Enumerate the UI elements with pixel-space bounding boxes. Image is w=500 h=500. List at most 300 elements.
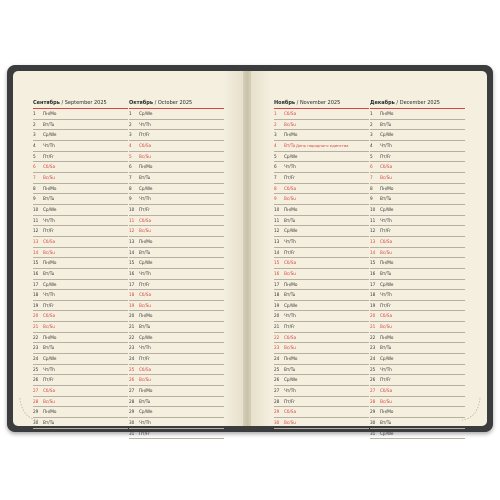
weekday-label: Сб/Sa (43, 238, 56, 244)
weekday-label: Пн/Mo (43, 185, 57, 191)
weekday-label: Вт/Tu (284, 217, 296, 223)
day-number: 14 (33, 249, 39, 255)
day-number: 22 (33, 334, 39, 340)
weekday-label: Чт/Th (380, 217, 392, 223)
weekday-label: Пт/Fr (380, 377, 391, 383)
weekday-label: Пт/Fr (43, 153, 54, 159)
weekday-label: Сб/Sa (284, 111, 297, 116)
weekday-label: Вс/Su (284, 345, 296, 351)
day-number: 29 (370, 409, 376, 415)
day-number: 23 (274, 345, 280, 351)
day-row (33, 162, 128, 173)
day-row (370, 397, 465, 408)
weekday-label: Вс/Su (284, 420, 296, 426)
weekday-label: Пт/Fr (43, 377, 54, 383)
weekday-label: Пт/Fr (284, 398, 295, 404)
weekday-label: Ср/We (284, 153, 298, 159)
day-number: 28 (33, 398, 39, 404)
day-row (370, 237, 465, 248)
day-row (370, 418, 465, 429)
weekday-label: Вс/Su (284, 121, 296, 127)
weekday-label: Сб/Sa (284, 260, 297, 266)
day-number: 4 (129, 142, 132, 148)
weekday-label: Чт/Th (139, 196, 151, 202)
day-row (33, 333, 128, 344)
day-number: 2 (129, 121, 132, 127)
day-number: 19 (370, 302, 376, 308)
day-row (370, 120, 465, 131)
day-number: 29 (33, 409, 39, 415)
day-row (274, 216, 369, 227)
day-number: 21 (129, 324, 135, 330)
day-number: 23 (129, 345, 135, 351)
weekday-label: Ср/We (139, 260, 153, 266)
day-row (129, 386, 224, 397)
day-row (274, 258, 369, 269)
weekday-label: Вт/Tu (380, 420, 392, 426)
weekday-label: Сб/Sa (139, 292, 152, 298)
day-number: 15 (33, 260, 39, 266)
day-row (33, 365, 128, 376)
day-row (274, 407, 369, 418)
day-row (33, 386, 128, 397)
weekday-label: Пн/Mo (284, 281, 298, 287)
weekday-label: Ср/We (43, 132, 57, 138)
weekday-label: Вт/Tu (139, 249, 151, 255)
day-row (370, 429, 465, 440)
day-number: 11 (129, 217, 135, 223)
weekday-label: Пт/Fr (139, 132, 150, 138)
day-row (33, 375, 128, 386)
day-row (370, 301, 465, 312)
weekday-label: Вт/Tu (380, 196, 392, 202)
weekday-label: Ср/We (43, 281, 57, 287)
day-number: 26 (129, 377, 135, 383)
day-row (129, 418, 224, 429)
day-row (370, 365, 465, 376)
weekday-label: Вт/Tu (380, 121, 392, 127)
weekday-label: Вс/Su (139, 302, 151, 308)
month-header: Декабрь / December 2025 (370, 98, 465, 109)
weekday-label: Пт/Fr (139, 206, 150, 212)
day-number: 2 (274, 121, 277, 127)
day-row (370, 226, 465, 237)
weekday-label: Ср/We (284, 302, 298, 308)
day-row (33, 343, 128, 354)
day-row (274, 248, 369, 259)
day-row (129, 237, 224, 248)
day-number: 9 (274, 196, 277, 202)
weekday-label: Чт/Th (139, 345, 151, 351)
weekday-label: Вс/Su (139, 228, 151, 234)
weekday-label: Вс/Su (284, 196, 296, 202)
weekday-label: Ср/We (139, 185, 153, 191)
day-row (129, 269, 224, 280)
weekday-label: Пн/Mo (139, 313, 153, 319)
weekday-label: Пт/Fr (380, 153, 391, 159)
day-row (33, 205, 128, 216)
day-row (129, 290, 224, 301)
day-row (274, 130, 369, 141)
weekday-label: Пн/Mo (380, 185, 394, 191)
weekday-label: Чт/Th (380, 292, 392, 298)
day-row (129, 280, 224, 291)
day-list (370, 109, 465, 439)
day-number: 31 (129, 430, 135, 436)
day-number: 3 (33, 132, 36, 138)
day-number: 23 (370, 345, 376, 351)
weekday-label: Сб/Sa (43, 388, 56, 394)
day-row (370, 322, 465, 333)
day-row (274, 152, 369, 163)
day-row (129, 226, 224, 237)
day-row (370, 311, 465, 322)
day-row (370, 290, 465, 301)
weekday-label: Вт/Tu (380, 270, 392, 276)
weekday-label: Вс/Su (380, 174, 392, 180)
day-row (274, 343, 369, 354)
day-row (129, 205, 224, 216)
day-number: 8 (274, 185, 277, 191)
weekday-label: Пт/Fr (284, 174, 295, 180)
weekday-label: Ср/We (139, 111, 153, 116)
day-row (370, 407, 465, 418)
day-number: 3 (370, 132, 373, 138)
day-number: 25 (33, 366, 39, 372)
weekday-label: Вт/Tu (139, 398, 151, 404)
day-number: 18 (129, 292, 135, 298)
day-number: 8 (370, 185, 373, 191)
weekday-label: Вс/Su (139, 153, 151, 159)
day-number: 19 (274, 302, 280, 308)
day-row (129, 333, 224, 344)
weekday-label: Сб/Sa (380, 388, 393, 394)
day-number: 4 (370, 142, 373, 148)
weekday-label: Вт/Tu (284, 292, 296, 298)
day-row (370, 173, 465, 184)
weekday-label: Ср/We (43, 206, 57, 212)
day-number: 2 (370, 121, 373, 127)
day-row (129, 397, 224, 408)
day-row (370, 216, 465, 227)
day-number: 9 (33, 196, 36, 202)
weekday-label: Сб/Sa (380, 313, 393, 319)
weekday-label: Вт/Tu (43, 270, 55, 276)
day-number: 24 (274, 356, 280, 362)
day-row (129, 109, 224, 120)
day-row (274, 173, 369, 184)
day-number: 10 (33, 206, 39, 212)
month-column-december (370, 98, 465, 439)
day-number: 31 (370, 430, 376, 436)
day-row (274, 418, 369, 429)
weekday-label: Сб/Sa (284, 409, 297, 415)
day-number: 6 (33, 164, 36, 170)
day-row (274, 322, 369, 333)
day-row (33, 397, 128, 408)
day-row (33, 269, 128, 280)
day-number: 20 (274, 313, 280, 319)
day-number: 26 (370, 377, 376, 383)
weekday-label: Вс/Su (380, 398, 392, 404)
weekday-label: Сб/Sa (284, 185, 297, 191)
day-row (33, 237, 128, 248)
day-number: 8 (33, 185, 36, 191)
day-number: 30 (274, 420, 280, 426)
day-number: 15 (129, 260, 135, 266)
day-number: 21 (370, 324, 376, 330)
weekday-label: Чт/Th (139, 270, 151, 276)
day-number: 7 (33, 174, 36, 180)
month-column-october (129, 98, 224, 439)
weekday-label: Ср/We (380, 356, 394, 362)
day-row (33, 120, 128, 131)
day-number: 6 (129, 164, 132, 170)
day-number: 19 (33, 302, 39, 308)
day-row (274, 226, 369, 237)
day-row (33, 280, 128, 291)
weekday-label: Пн/Mo (139, 388, 153, 394)
weekday-label: Чт/Th (43, 217, 55, 223)
day-row (274, 397, 369, 408)
day-row (274, 109, 369, 120)
weekday-label: Пт/Fr (139, 356, 150, 362)
day-number: 28 (274, 398, 280, 404)
weekday-label: Пн/Mo (380, 409, 394, 415)
day-number: 5 (129, 153, 132, 159)
day-list (33, 109, 128, 429)
day-number: 3 (129, 132, 132, 138)
day-number: 27 (370, 388, 376, 394)
day-row (274, 120, 369, 131)
month-column-november (274, 98, 369, 429)
weekday-label: Сб/Sa (139, 366, 152, 372)
day-number: 20 (33, 313, 39, 319)
day-number: 1 (274, 111, 277, 116)
weekday-label: Пт/Fr (139, 281, 150, 287)
weekday-label: Ср/We (380, 281, 394, 287)
day-number: 18 (33, 292, 39, 298)
weekday-label: Сб/Sa (43, 313, 56, 319)
day-row (33, 322, 128, 333)
day-number: 30 (33, 420, 39, 426)
weekday-label: Сб/Sa (284, 334, 297, 340)
day-row (129, 248, 224, 259)
weekday-label: Пт/Fr (284, 324, 295, 330)
day-number: 29 (274, 409, 280, 415)
day-number: 25 (370, 366, 376, 372)
day-number: 20 (129, 313, 135, 319)
day-row (370, 130, 465, 141)
day-row (129, 162, 224, 173)
weekday-label: Ср/We (284, 228, 298, 234)
day-row (33, 216, 128, 227)
day-number: 5 (274, 153, 277, 159)
weekday-label: Пн/Mo (139, 238, 153, 244)
day-row (274, 237, 369, 248)
weekday-label: Ср/We (380, 206, 394, 212)
day-row (129, 120, 224, 131)
day-number: 7 (129, 174, 132, 180)
day-number: 16 (274, 270, 280, 276)
day-row (129, 173, 224, 184)
day-row (129, 194, 224, 205)
day-number: 2 (33, 121, 36, 127)
day-number: 8 (129, 185, 132, 191)
day-number: 17 (370, 281, 376, 287)
day-row (129, 343, 224, 354)
day-row (129, 375, 224, 386)
day-number: 28 (129, 398, 135, 404)
day-number: 13 (370, 238, 376, 244)
day-row (274, 365, 369, 376)
weekday-label: Пн/Mo (284, 132, 298, 138)
day-row (370, 162, 465, 173)
month-header: Октябрь / October 2025 (129, 98, 224, 109)
day-number: 13 (274, 238, 280, 244)
day-row (129, 258, 224, 269)
day-row (274, 280, 369, 291)
weekday-label: Чт/Th (284, 164, 296, 170)
day-number: 24 (370, 356, 376, 362)
weekday-label: Сб/Sa (380, 164, 393, 170)
weekday-label: Вс/Su (284, 270, 296, 276)
weekday-label: Вс/Su (380, 249, 392, 255)
day-number: 11 (33, 217, 39, 223)
weekday-label: Пт/Fr (380, 302, 391, 308)
day-row (129, 407, 224, 418)
weekday-label: Вт/Tu (139, 174, 151, 180)
day-row (33, 407, 128, 418)
day-row (33, 258, 128, 269)
day-number: 4 (33, 142, 36, 148)
weekday-label: Чт/Th (284, 313, 296, 319)
weekday-label: Пн/Mo (43, 260, 57, 266)
weekday-label: Сб/Sa (139, 142, 152, 148)
day-row (33, 290, 128, 301)
weekday-label: Вт/Tu (380, 345, 392, 351)
day-list (274, 109, 369, 429)
weekday-label: Пн/Mo (284, 356, 298, 362)
day-row (370, 269, 465, 280)
day-row (33, 109, 128, 120)
day-number: 5 (33, 153, 36, 159)
day-number: 11 (274, 217, 280, 223)
weekday-label: Пн/Mo (139, 164, 153, 170)
day-number: 16 (33, 270, 39, 276)
weekday-label: Чт/Th (43, 292, 55, 298)
day-number: 10 (370, 206, 376, 212)
day-number: 21 (33, 324, 39, 330)
day-row (129, 322, 224, 333)
weekday-label: Пт/Fr (139, 430, 150, 436)
day-row (129, 152, 224, 163)
weekday-label: Пн/Mo (284, 206, 298, 212)
day-number: 1 (33, 111, 36, 116)
month-column-september (33, 98, 128, 429)
day-number: 13 (129, 238, 135, 244)
day-row (370, 333, 465, 344)
day-row (274, 205, 369, 216)
day-number: 26 (33, 377, 39, 383)
day-row (274, 290, 369, 301)
day-number: 18 (274, 292, 280, 298)
day-row (33, 248, 128, 259)
day-row (274, 311, 369, 322)
weekday-label: Ср/We (380, 430, 394, 436)
weekday-label: Чт/Th (139, 121, 151, 127)
day-row (370, 184, 465, 195)
weekday-label: Ср/We (139, 334, 153, 340)
day-number: 14 (370, 249, 376, 255)
weekday-label: Сб/Sa (139, 217, 152, 223)
day-row (274, 194, 369, 205)
weekday-label: Пт/Fr (380, 228, 391, 234)
day-row (33, 301, 128, 312)
day-number: 21 (274, 324, 280, 330)
day-row (129, 365, 224, 376)
day-number: 29 (129, 409, 135, 415)
day-row (370, 386, 465, 397)
day-number: 22 (370, 334, 376, 340)
page-gutter (243, 71, 251, 426)
day-row (370, 343, 465, 354)
weekday-label: Ср/We (284, 377, 298, 383)
day-number: 12 (129, 228, 135, 234)
day-row (129, 184, 224, 195)
weekday-label: Вт/Tu (43, 345, 55, 351)
day-row (129, 311, 224, 322)
day-number: 27 (33, 388, 39, 394)
day-number: 14 (129, 249, 135, 255)
weekday-label: Вт/Tu (139, 324, 151, 330)
weekday-label: Вс/Su (43, 174, 55, 180)
day-number: 30 (370, 420, 376, 426)
day-row (33, 194, 128, 205)
day-number: 27 (274, 388, 280, 394)
weekday-label: Чт/Th (284, 388, 296, 394)
weekday-label: Пн/Mo (380, 111, 394, 116)
day-number: 7 (370, 174, 373, 180)
day-row (33, 173, 128, 184)
day-row (370, 375, 465, 386)
day-number: 4 (274, 142, 277, 148)
day-number: 17 (129, 281, 135, 287)
weekday-label: Вс/Su (139, 377, 151, 383)
day-number: 6 (370, 164, 373, 170)
day-number: 17 (274, 281, 280, 287)
weekday-label: Сб/Sa (380, 238, 393, 244)
weekday-label: Пн/Mo (43, 334, 57, 340)
day-number: 1 (370, 111, 373, 116)
day-number: 23 (33, 345, 39, 351)
day-row (370, 141, 465, 152)
day-row (129, 141, 224, 152)
day-row (274, 301, 369, 312)
day-row (33, 354, 128, 365)
day-number: 20 (370, 313, 376, 319)
weekday-label: Ср/We (139, 409, 153, 415)
day-row (129, 130, 224, 141)
day-number: 22 (274, 334, 280, 340)
day-number: 12 (370, 228, 376, 234)
day-row (129, 216, 224, 227)
day-number: 26 (274, 377, 280, 383)
weekday-label: Вт/Tu (43, 121, 55, 127)
weekday-label: Чт/Th (380, 142, 392, 148)
day-number: 11 (370, 217, 376, 223)
weekday-label: Вс/Su (43, 249, 55, 255)
